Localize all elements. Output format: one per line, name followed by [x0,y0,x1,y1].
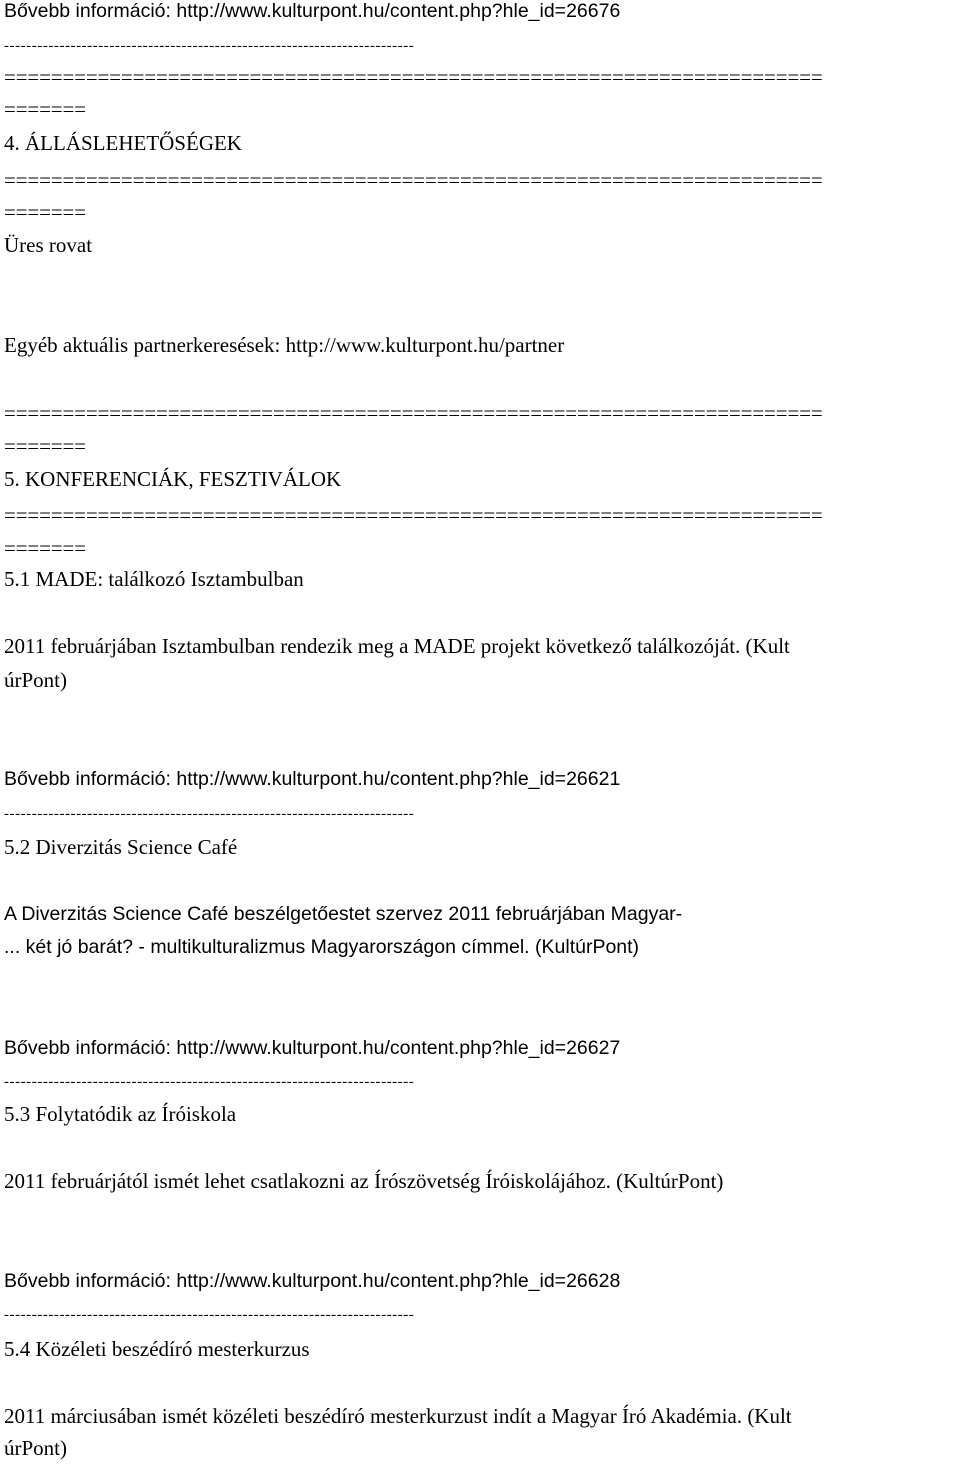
partner-search-link[interactable]: http://www.kulturpont.hu/partner [285,333,565,357]
more-info-line [4,0,620,23]
equals-divider-tail: ======= [4,200,86,224]
item-body-line: 2011 februárjától ismét lehet csatlakozni az Írószövetség Íróiskolájához. (KultúrPont) [4,1169,724,1193]
more-info-label: Bővebb információ: [4,1270,171,1292]
item-title: 5.3 Folytatódik az Íróiskola [4,1102,237,1126]
item-body-line: 2011 februárjában Isztambulban rendezik meg a MADE projekt következő találkozóját. (Kult [4,634,790,658]
empty-section-note: Üres rovat [4,233,93,257]
dash-divider: -------------------------------------------------------------------------- [4,38,415,54]
more-info-link[interactable]: http://www.kulturpont.hu/content.php?hle_id=26628 [176,1270,621,1292]
equals-divider: ====================================================================== [4,401,823,425]
more-info-label: Bővebb információ: [4,0,171,22]
more-info-link[interactable]: http://www.kulturpont.hu/content.php?hle_id=26676 [176,0,621,22]
more-info-line [4,768,620,791]
section-title: 4. ÁLLÁSLEHETŐSÉGEK [4,131,242,155]
equals-divider-tail: ======= [4,536,86,560]
more-info-label: Bővebb információ: [4,1037,171,1059]
more-info-link[interactable]: http://www.kulturpont.hu/content.php?hle_id=26627 [176,1037,621,1059]
item-body-line: úrPont) [4,1436,67,1460]
equals-divider: ====================================================================== [4,503,823,527]
more-info-link[interactable]: http://www.kulturpont.hu/content.php?hle_id=26621 [176,768,621,790]
more-info-line [4,1037,620,1060]
partner-search-label: Egyéb aktuális partnerkeresések: [4,333,281,357]
item-body-line: ... két jó barát? - multikulturalizmus Magyarországon címmel. (KultúrPont) [4,936,640,958]
section-title: 5. KONFERENCIÁK, FESZTIVÁLOK [4,467,342,491]
partner-search-line [4,333,564,358]
dash-divider: -------------------------------------------------------------------------- [4,1074,415,1090]
item-title: 5.4 Közéleti beszédíró mesterkurzus [4,1337,310,1361]
item-body-line: úrPont) [4,668,67,692]
equals-divider-tail: ======= [4,97,86,121]
item-body-line: 2011 márciusában ismét közéleti beszédíró mesterkurzust indít a Magyar Író Akadémia. (Kult [4,1404,792,1428]
item-title: 5.2 Diverzitás Science Café [4,835,238,859]
more-info-label: Bővebb információ: [4,768,171,790]
more-info-line [4,1270,620,1293]
dash-divider: -------------------------------------------------------------------------- [4,1307,415,1323]
dash-divider: -------------------------------------------------------------------------- [4,806,415,822]
equals-divider: ====================================================================== [4,168,823,192]
item-body-line: A Diverzitás Science Café beszélgetőestet szervez 2011 februárjában Magyar- [4,903,683,925]
equals-divider: ====================================================================== [4,65,823,89]
equals-divider-tail: ======= [4,434,86,458]
item-title: 5.1 MADE: találkozó Isztambulban [4,567,304,591]
